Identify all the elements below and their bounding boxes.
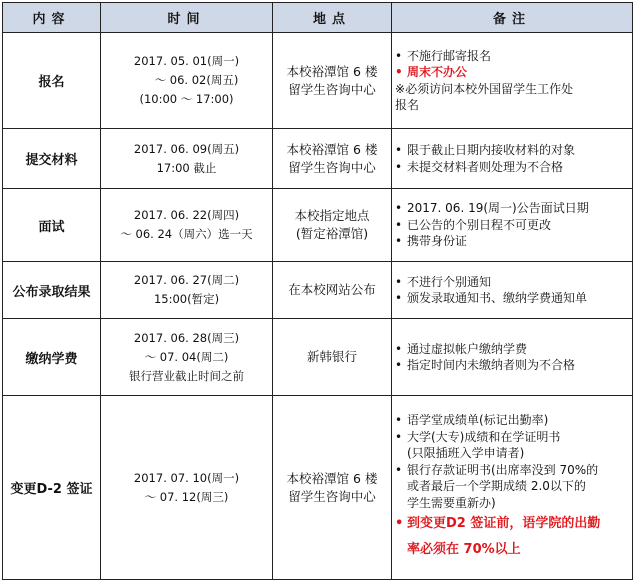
row-notes <box>392 262 633 319</box>
place-line: 本校裕潭馆 6 楼 <box>286 470 378 486</box>
row-item-visa: 变更D-2 签证 <box>3 396 101 580</box>
row-notes <box>392 319 633 396</box>
table-row <box>3 189 633 262</box>
note-item: • 2017. 06. 19(周一)公告面试日期 <box>395 200 629 217</box>
note-warning-cont: 率必须在 70%以上 <box>407 542 521 557</box>
table-row <box>3 33 633 129</box>
note-item: • 携带身份证 <box>395 233 629 250</box>
note-reference: ※ 必须访问本校外国留学生工作处 <box>395 81 629 98</box>
time-line: 15:00(暂定) <box>153 292 220 306</box>
note-item: • 通过虚拟帐户缴纳学费 <box>395 341 629 358</box>
row-item-interview: 面试 <box>3 189 101 262</box>
place-line: 留学生咨询中心 <box>288 488 376 504</box>
note-item: • 指定时间内未缴纳者则为不合格 <box>395 357 629 374</box>
time-line: 2017. 06. 28(周三) <box>133 330 240 345</box>
table-row <box>3 262 633 319</box>
time-line: ～ 07. 12(周三) <box>144 489 229 504</box>
place-line: 本校裕潭馆 6 楼 <box>286 63 378 79</box>
place-line: 本校裕潭馆 6 楼 <box>286 141 378 157</box>
time-line: (10:00 ～ 17:00) <box>139 92 234 106</box>
note-item-cont: (只限插班入学申请者) <box>407 446 525 460</box>
time-line: 17:00 截止 <box>156 160 217 175</box>
admission-schedule-table <box>2 2 633 580</box>
note-item: • 不进行个别通知 <box>395 274 629 291</box>
row-place <box>273 129 392 189</box>
time-line: 2017. 07. 10(周一) <box>133 470 240 485</box>
table-row <box>3 129 633 189</box>
note-reference-cont: 报名 <box>395 98 420 112</box>
row-place <box>273 396 392 580</box>
row-time <box>101 189 273 262</box>
row-time <box>101 33 273 129</box>
row-item-tuition: 缴纳学费 <box>3 319 101 396</box>
note-item: • 已公告的个别日程不可更改 <box>395 217 629 234</box>
note-item: • 限于截止日期内接收材料的对象 <box>395 142 629 159</box>
header-row <box>3 3 633 33</box>
note-warning: • 到变更D2 签证前，语学院的出勤 <box>395 511 629 537</box>
note-item: • 不施行邮寄报名 <box>395 48 629 65</box>
row-notes <box>392 33 633 129</box>
row-place <box>273 189 392 262</box>
time-line: ～ 07. 04(周二) <box>144 349 229 364</box>
row-place <box>273 262 392 319</box>
row-time <box>101 396 273 580</box>
place-line: 留学生咨询中心 <box>288 159 376 175</box>
time-line: ～ 06. 02(周五) <box>154 73 239 87</box>
note-item: • 大学(大专)成绩和在学证明书 <box>395 429 629 446</box>
header-note: 备注 <box>392 3 633 33</box>
note-item-cont: 或者最后一个学期成绩 2.0以下的 <box>407 479 586 493</box>
time-line: 银行营业截止时间之前 <box>129 368 244 383</box>
row-place <box>273 319 392 396</box>
row-item-submit: 提交材料 <box>3 129 101 189</box>
row-item-results: 公布录取结果 <box>3 262 101 319</box>
note-item: • 语学堂成绩单(标记出勤率) <box>395 412 629 429</box>
time-line: 2017. 06. 27(周二) <box>133 273 240 287</box>
note-item-highlight: • 周末不办公 <box>395 64 629 81</box>
row-time <box>101 262 273 319</box>
header-time: 时间 <box>101 3 273 33</box>
row-time <box>101 319 273 396</box>
table-row <box>3 396 633 580</box>
time-line: 2017. 06. 22(周四) <box>133 208 240 222</box>
time-line: 2017. 05. 01(周一) <box>133 54 240 68</box>
row-notes <box>392 189 633 262</box>
place-line: (暂定裕潭馆) <box>295 226 369 241</box>
place-line: 在本校网站公布 <box>288 282 376 297</box>
place-line: 本校指定地点 <box>294 208 370 223</box>
row-place <box>273 33 392 129</box>
header-item: 内容 <box>3 3 101 33</box>
place-line: 新韩银行 <box>306 349 357 364</box>
time-line: 2017. 06. 09(周五) <box>133 141 240 156</box>
note-item-cont: 学生需要重新办) <box>407 495 496 510</box>
table-row <box>3 319 633 396</box>
note-item: • 银行存款证明书(出席率没到 70%的 <box>395 462 629 479</box>
note-item: • 未提交材料者则处理为不合格 <box>395 159 629 176</box>
row-time <box>101 129 273 189</box>
note-item: • 颁发录取通知书、缴纳学费通知单 <box>395 290 629 307</box>
header-place: 地点 <box>273 3 392 33</box>
row-notes <box>392 129 633 189</box>
place-line: 留学生咨询中心 <box>288 81 376 97</box>
row-item-registration: 报名 <box>3 33 101 129</box>
time-line: ～ 06. 24（周六）选一天 <box>120 227 253 241</box>
row-notes <box>392 396 633 580</box>
